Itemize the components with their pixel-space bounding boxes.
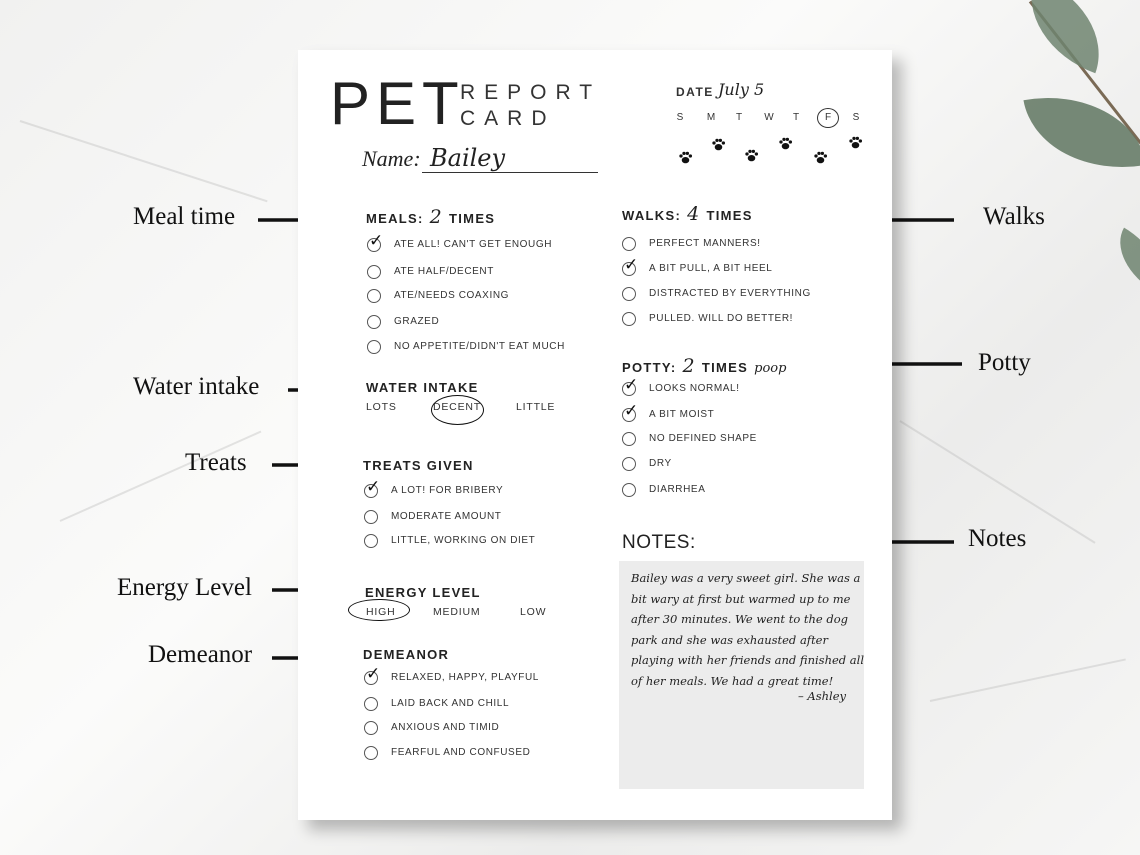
- walks-option-label: PULLED. WILL DO BETTER!: [649, 313, 794, 324]
- name-underline: [422, 172, 598, 173]
- callout-treats: Treats: [185, 449, 247, 476]
- treats-label: TREATS GIVEN: [363, 458, 474, 473]
- potty-option-label: A BIT MOIST: [649, 409, 715, 420]
- treats-option-circle[interactable]: [364, 510, 378, 524]
- potty-label: POTTY:: [622, 360, 677, 375]
- potty-option-label: DIARRHEA: [649, 484, 706, 495]
- meals-count[interactable]: 2: [429, 206, 444, 228]
- energy-label: ENERGY LEVEL: [365, 585, 481, 600]
- energy-level-1[interactable]: MEDIUM: [433, 606, 481, 618]
- walks-option-label: A BIT PULL, A BIT HEEL: [649, 263, 773, 274]
- walks-label: WALKS:: [622, 208, 682, 223]
- pet-name[interactable]: Bailey: [430, 144, 506, 172]
- demeanor-heading: [363, 647, 449, 662]
- check-icon: ✓: [624, 255, 639, 274]
- walks-option-circle[interactable]: [622, 237, 636, 251]
- title-card: CARD: [460, 107, 556, 130]
- date-value[interactable]: July 5: [718, 80, 765, 99]
- callout-water-intake: Water intake: [133, 373, 260, 400]
- treats-option-circle[interactable]: [364, 534, 378, 548]
- paw-print-icon: [778, 136, 793, 151]
- meals-option-label: ATE/NEEDS COAXING: [394, 290, 510, 301]
- water-heading: [366, 380, 479, 395]
- water-level-2[interactable]: LITTLE: [516, 401, 556, 413]
- weekday-3[interactable]: W: [764, 112, 774, 123]
- callout-demeanor: Demeanor: [148, 641, 253, 668]
- marble-vein: [20, 120, 268, 202]
- notes-line: of her meals. We had a great time!: [631, 673, 834, 688]
- title-report: REPORT: [460, 81, 602, 104]
- water-selected-ring: [431, 395, 484, 425]
- callout-energy-level: Energy Level: [117, 574, 252, 601]
- notes-line: playing with her friends and finished all: [631, 653, 865, 667]
- meals-option-label: ATE HALF/DECENT: [394, 266, 494, 277]
- potty-heading: [622, 355, 786, 377]
- meals-unit: TIMES: [449, 211, 496, 226]
- walks-count[interactable]: 4: [687, 203, 701, 225]
- potty-option-label: NO DEFINED SHAPE: [649, 433, 757, 444]
- demeanor-option-label: RELAXED, HAPPY, PLAYFUL: [391, 672, 539, 683]
- demeanor-option-label: LAID BACK AND CHILL: [391, 698, 510, 709]
- energy-level-0[interactable]: HIGH: [366, 606, 396, 618]
- paw-print-icon: [848, 135, 863, 150]
- walks-option-label: PERFECT MANNERS!: [649, 238, 761, 249]
- notes-line: bit wary at first but warmed up to me: [631, 591, 851, 606]
- notes-line: after 30 minutes. We went to the dog: [631, 612, 849, 626]
- treats-option-label: LITTLE, WORKING ON DIET: [391, 535, 536, 546]
- callout-meal-time: Meal time: [133, 203, 236, 230]
- demeanor-option-label: FEARFUL AND CONFUSED: [391, 747, 531, 758]
- water-level-1[interactable]: DECENT: [433, 401, 481, 413]
- potty-count[interactable]: 2: [682, 355, 696, 377]
- energy-heading: [365, 585, 481, 600]
- potty-note[interactable]: poop: [754, 361, 787, 376]
- potty-option-circle[interactable]: [622, 483, 636, 497]
- meals-option-circle[interactable]: [367, 289, 381, 303]
- title-pet: PET: [330, 70, 465, 137]
- weekday-6[interactable]: S: [852, 112, 860, 123]
- water-level-0[interactable]: LOTS: [366, 401, 397, 413]
- weekday-1[interactable]: M: [706, 112, 716, 123]
- notes-line: Bailey was a very sweet girl. She was a: [631, 571, 861, 585]
- paw-print-icon: [744, 148, 759, 163]
- energy-selected-ring: [348, 599, 410, 621]
- meals-option-circle[interactable]: [367, 265, 381, 279]
- check-icon: ✓: [624, 375, 639, 394]
- notes-title: NOTES:: [622, 532, 696, 553]
- potty-option-label: LOOKS NORMAL!: [649, 383, 740, 394]
- energy-level-2[interactable]: LOW: [520, 606, 547, 618]
- walks-option-label: DISTRACTED BY EVERYTHING: [649, 288, 811, 299]
- paw-print-icon: [813, 150, 828, 165]
- demeanor-option-label: ANXIOUS AND TIMID: [391, 722, 500, 733]
- demeanor-label: DEMEANOR: [363, 647, 450, 662]
- check-icon: ✓: [369, 231, 384, 250]
- paw-print-icon: [678, 150, 693, 165]
- demeanor-option-circle[interactable]: [364, 697, 378, 711]
- check-icon: ✓: [366, 664, 381, 683]
- date-label: DATE: [676, 85, 714, 99]
- notes-line: park and she was exhausted after: [631, 632, 828, 647]
- check-icon: ✓: [366, 477, 381, 496]
- potty-option-label: DRY: [649, 458, 672, 469]
- potty-unit: TIMES: [701, 360, 749, 375]
- walks-unit: TIMES: [706, 208, 753, 223]
- walks-option-circle[interactable]: [622, 312, 636, 326]
- meals-option-circle[interactable]: [367, 315, 381, 329]
- callout-notes: Notes: [968, 525, 1027, 552]
- water-label: WATER INTAKE: [366, 380, 479, 395]
- weekday-2[interactable]: T: [735, 112, 743, 123]
- paw-print-icon: [711, 137, 726, 152]
- demeanor-option-circle[interactable]: [364, 721, 378, 735]
- treats-option-label: A LOT! FOR BRIBERY: [391, 485, 504, 496]
- walks-option-circle[interactable]: [622, 287, 636, 301]
- notes-signature: – Ashley: [798, 689, 846, 703]
- pet-report-card: [298, 50, 892, 820]
- potty-option-circle[interactable]: [622, 457, 636, 471]
- meals-option-label: ATE ALL! CAN'T GET ENOUGH: [394, 239, 553, 250]
- meals-option-label: GRAZED: [394, 316, 440, 327]
- weekday-0[interactable]: S: [676, 112, 684, 123]
- callout-potty: Potty: [978, 349, 1031, 376]
- meals-heading: [366, 206, 495, 228]
- treats-option-label: MODERATE AMOUNT: [391, 511, 502, 522]
- meals-label: MEALS:: [366, 211, 424, 226]
- callout-walks: Walks: [983, 203, 1045, 230]
- meals-option-label: NO APPETITE/DIDN'T EAT MUCH: [394, 341, 565, 352]
- walks-heading: [622, 203, 753, 225]
- meals-option-circle[interactable]: [367, 340, 381, 354]
- potty-option-circle[interactable]: [622, 432, 636, 446]
- weekday-5[interactable]: F: [817, 108, 839, 128]
- demeanor-option-circle[interactable]: [364, 746, 378, 760]
- notes-text: [631, 568, 865, 691]
- marble-vein: [930, 658, 1126, 702]
- name-label: Name:: [362, 146, 421, 171]
- check-icon: ✓: [624, 401, 639, 420]
- weekday-4[interactable]: T: [792, 112, 800, 123]
- treats-heading: [363, 458, 474, 473]
